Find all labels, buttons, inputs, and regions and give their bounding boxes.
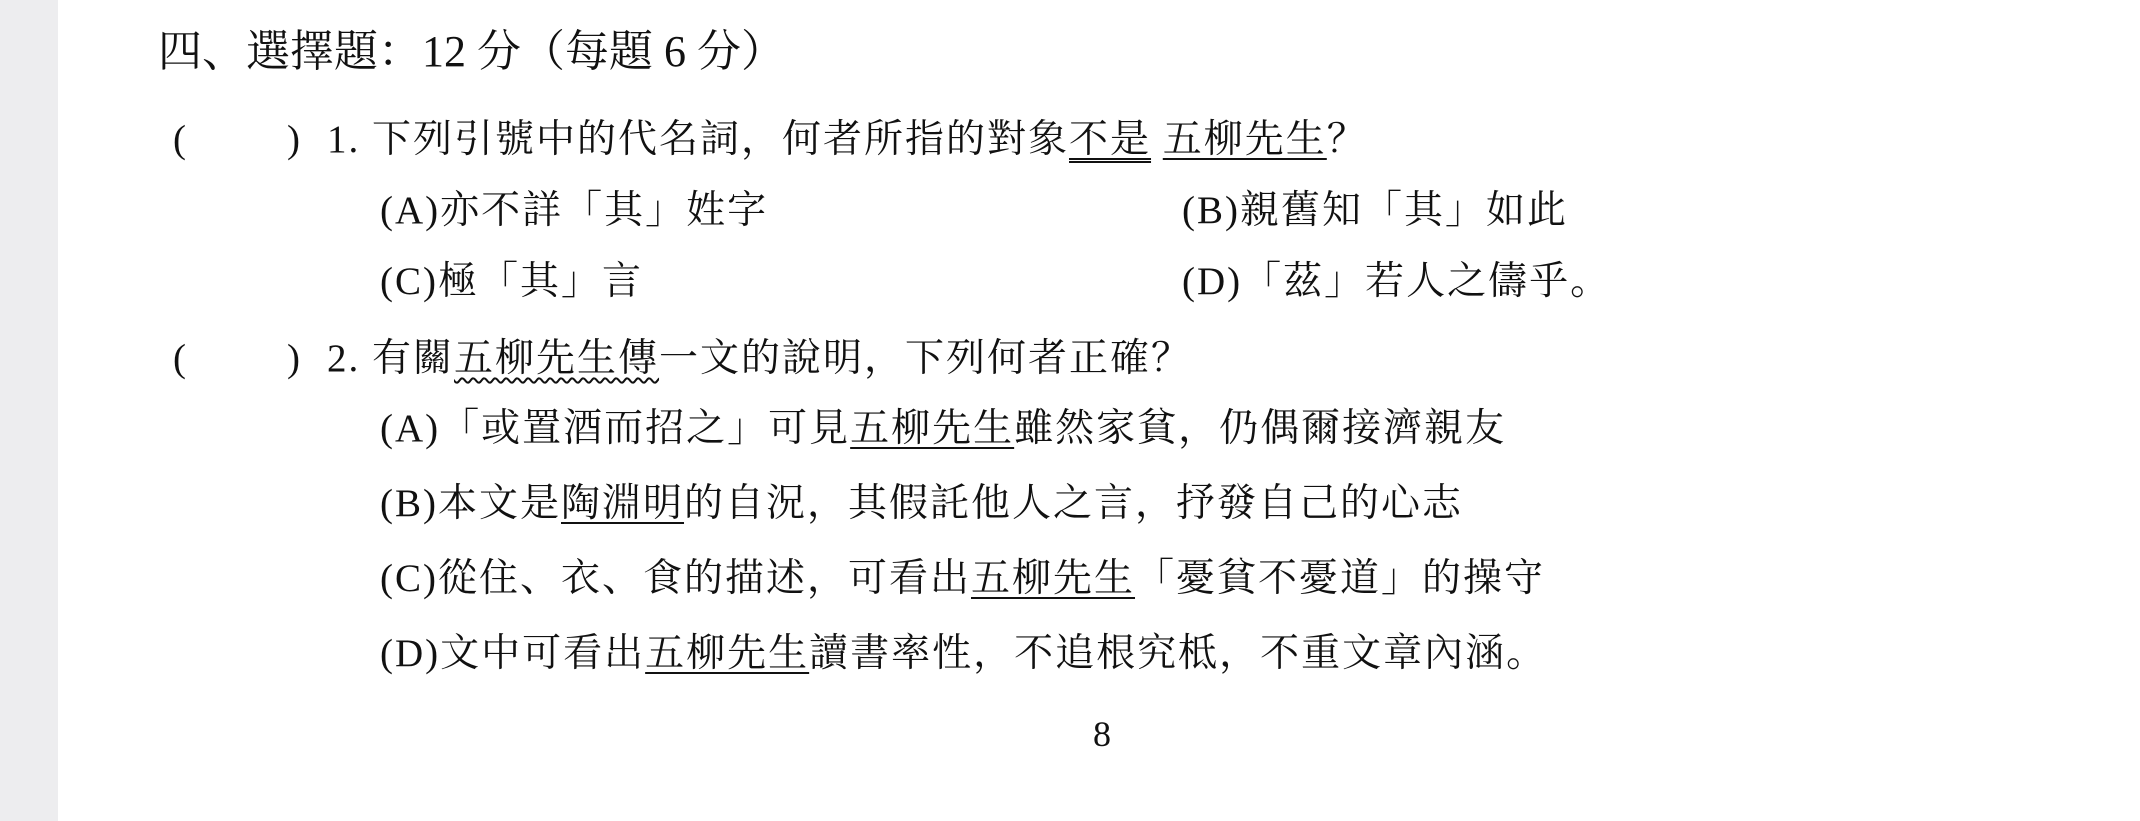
question-2-option-d	[380, 628, 1547, 680]
question-2-text-title: 五柳先生傳	[454, 337, 660, 380]
question-1-option-c: (C)極「其」言	[380, 260, 643, 303]
answer-paren-open-q2: (	[173, 337, 186, 380]
question-2-option-c-name: 五柳先生	[971, 557, 1136, 600]
answer-paren-close-q2: )	[287, 337, 300, 380]
question-2-option-b	[380, 478, 1463, 530]
question-2-stem-prefix: 有關	[372, 337, 455, 380]
question-1-number: 1.	[327, 118, 361, 161]
question-2-option-c-pre: (C)從住、衣、食的描述，可看出	[380, 557, 971, 600]
question-1-stem-end: ？	[1326, 118, 1368, 161]
question-1-negation: 不是	[1069, 118, 1152, 161]
question-1-option-d: (D)「茲」若人之儔乎。	[1182, 260, 1612, 303]
section-title: 四、選擇題：12 分（每題 6 分）	[158, 27, 785, 76]
question-2-option-d-post: 讀書率性，不追根究柢，不重文章內涵。	[809, 632, 1548, 675]
question-2-option-a-name: 五柳先生	[850, 407, 1015, 450]
question-2-option-a	[380, 403, 1506, 455]
answer-paren-close-q1: )	[287, 118, 300, 161]
answer-paren-open-q1: (	[173, 118, 186, 161]
question-2-option-a-post: 雖然家貧，仍偶爾接濟親友	[1014, 407, 1507, 450]
question-2-option-d-name: 五柳先生	[645, 632, 810, 675]
question-2-number: 2.	[327, 337, 361, 380]
question-1-option-b: (B)親舊知「其」如此	[1182, 189, 1568, 232]
viewer-edge-strip	[0, 0, 58, 821]
question-2-stem	[327, 333, 1192, 385]
question-2-option-c-post: 「憂貧不憂道」的操守	[1135, 557, 1546, 600]
question-2-option-b-name: 陶淵明	[561, 482, 685, 525]
question-2-stem-suffix: 一文的說明，下列何者正確？	[659, 337, 1193, 380]
question-1-stem-text: 下列引號中的代名詞，何者所指的對象	[372, 118, 1070, 161]
question-2-option-d-pre: (D)文中可看出	[380, 632, 646, 675]
question-2-option-a-pre: (A)「或置酒而招之」可見	[380, 407, 851, 450]
question-2-option-b-pre: (B)本文是	[380, 482, 561, 525]
question-1-option-a: (A)亦不詳「其」姓字	[380, 189, 769, 232]
question-1-person-name: 五柳先生	[1162, 118, 1327, 161]
question-2-option-b-post: 的自況，其假託他人之言，抒發自己的心志	[684, 482, 1464, 525]
question-2-option-c	[380, 553, 1545, 605]
page-number: 8	[1093, 714, 1111, 754]
question-1-stem	[327, 114, 1368, 166]
